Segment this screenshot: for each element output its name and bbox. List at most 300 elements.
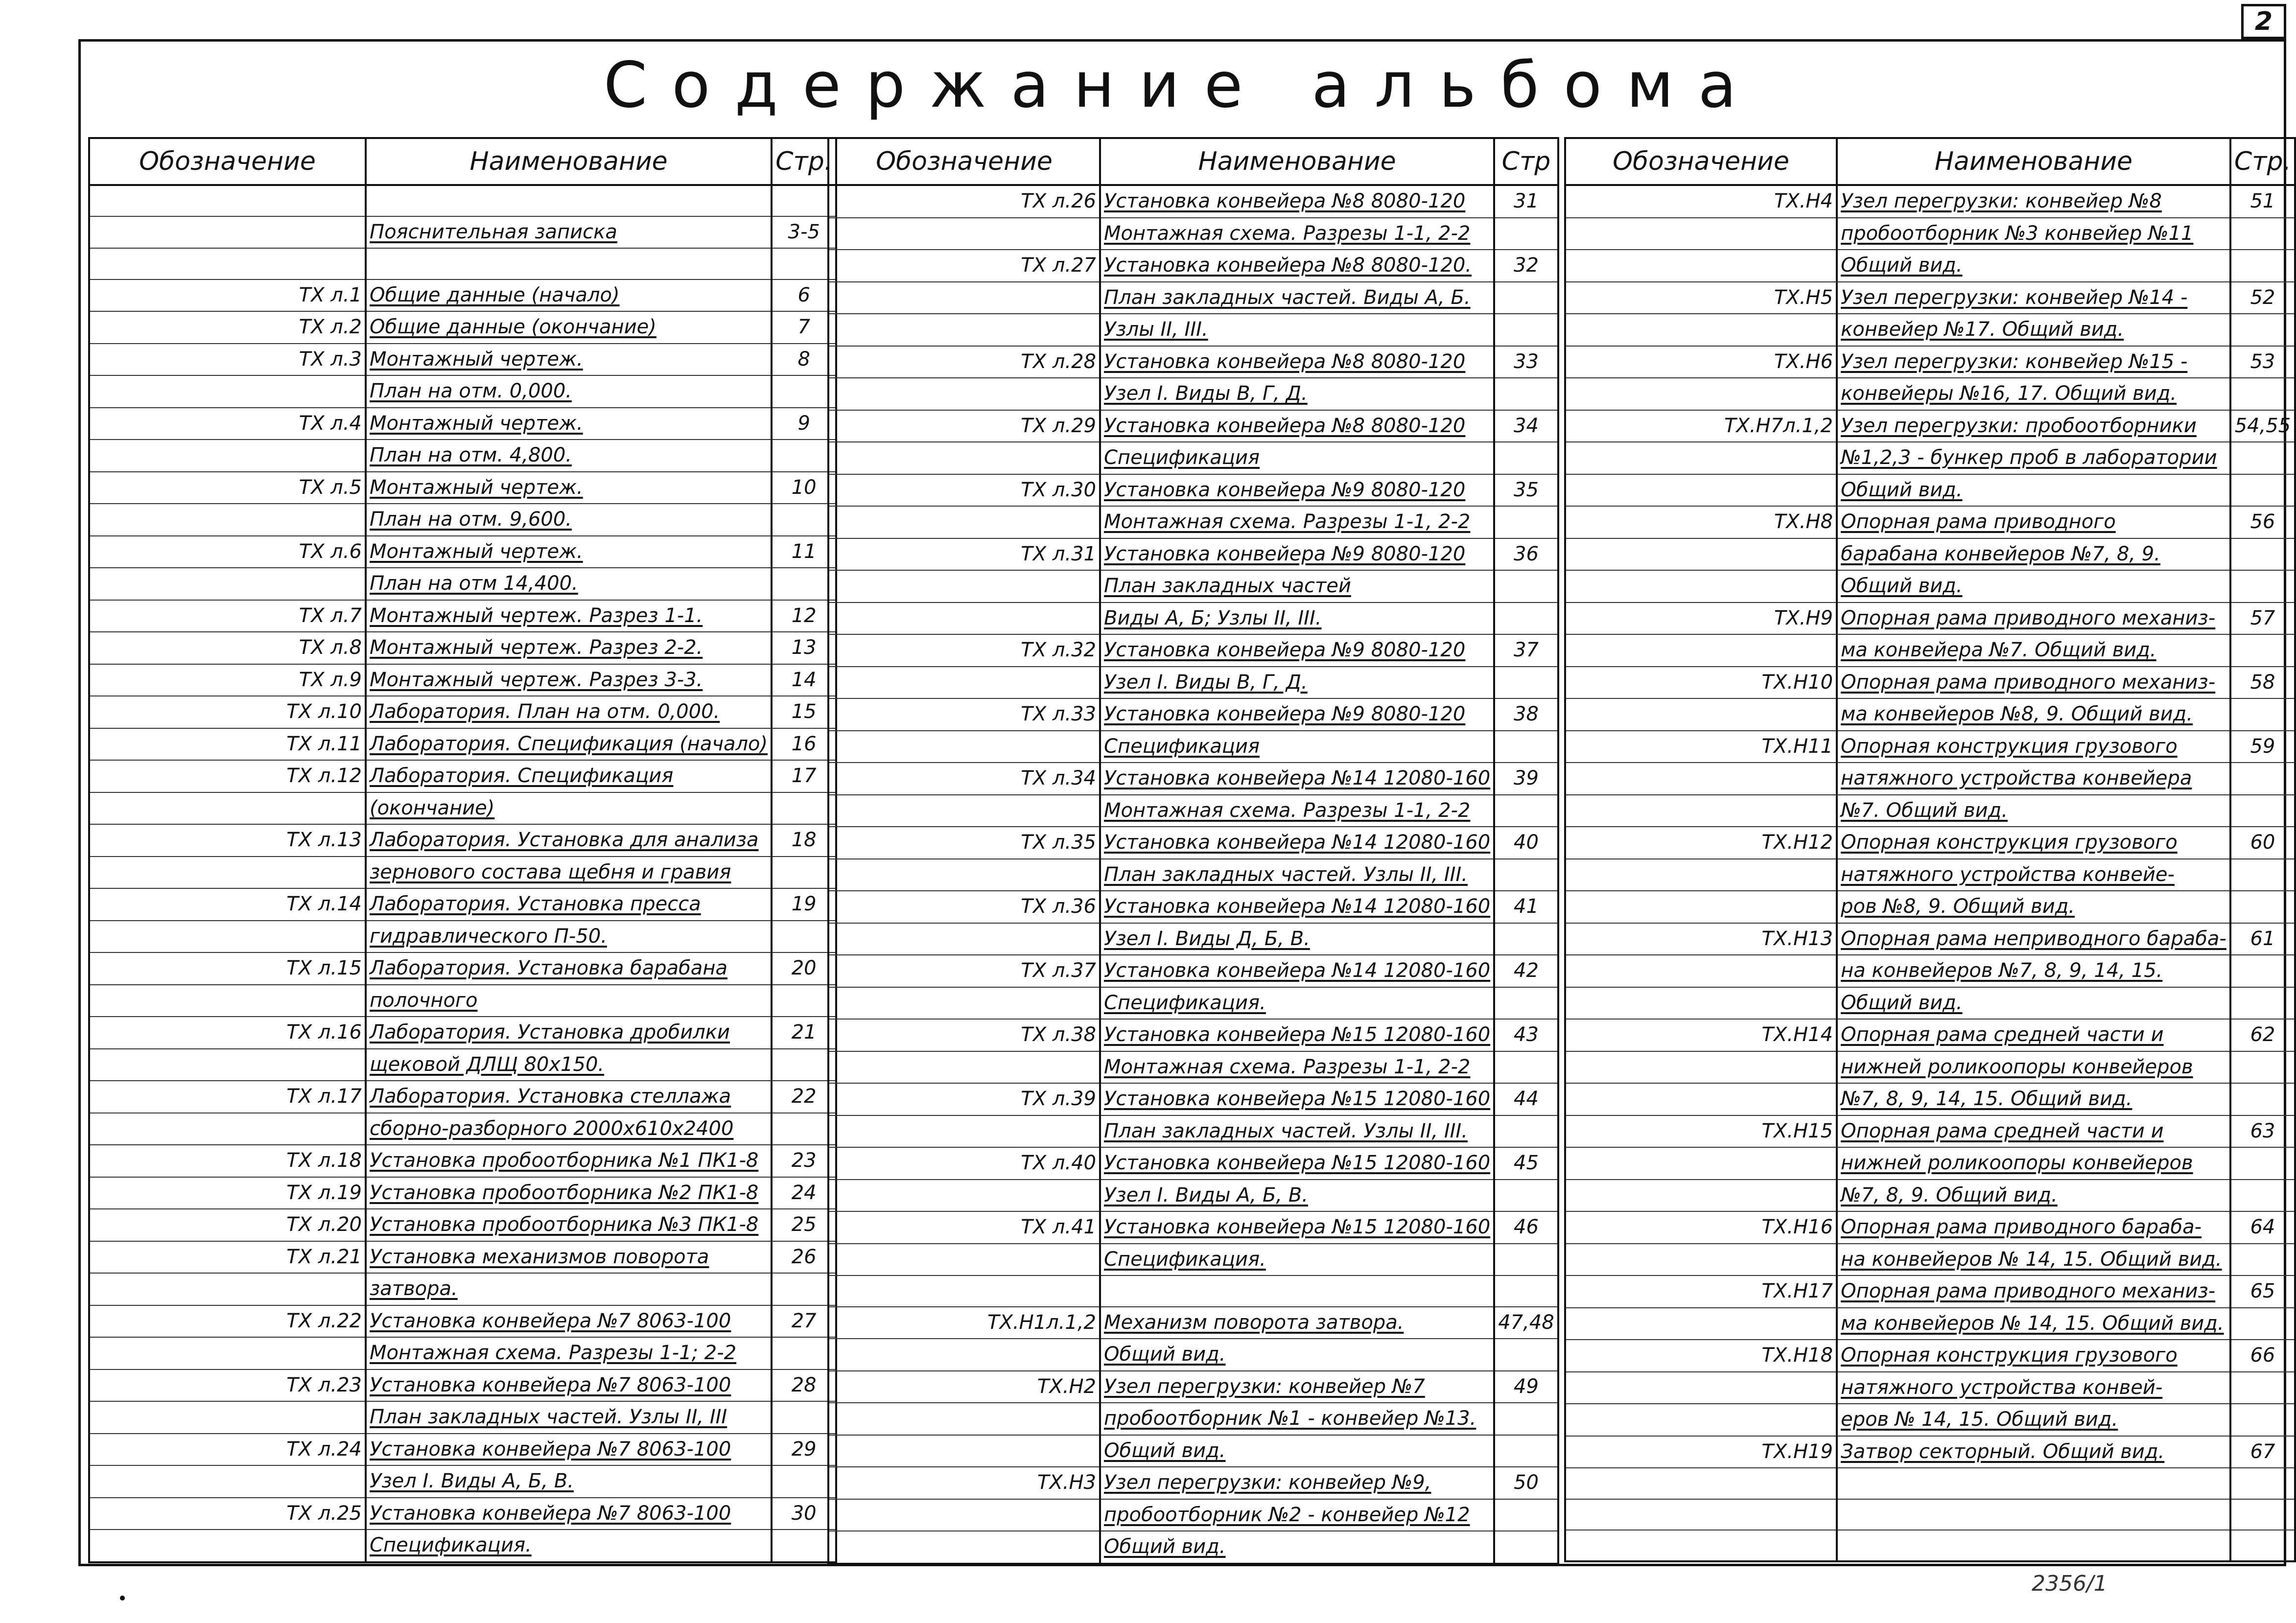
table-row xyxy=(828,1180,1558,1212)
header-code: Обозначение xyxy=(1565,138,1837,185)
row-code: ТХ.Н14 xyxy=(1565,1019,1837,1051)
table-row xyxy=(1565,1244,2295,1276)
row-code: ТХ.Н10 xyxy=(1565,667,1837,699)
table-row xyxy=(89,1177,836,1209)
row-name xyxy=(1837,1530,2230,1561)
table-row xyxy=(1565,923,2295,955)
table-row xyxy=(1565,282,2295,314)
table-row xyxy=(828,667,1558,699)
table-row xyxy=(1565,859,2295,891)
row-name: ма конвейеров №8, 9. Общий вид. xyxy=(1837,698,2230,731)
table-row xyxy=(89,792,836,825)
row-name: Опорная рама приводного механиз- xyxy=(1837,603,2230,635)
row-name: Узел перегрузки: конвейер №15 - xyxy=(1837,346,2230,378)
table-row xyxy=(89,1113,836,1145)
header-code: Обозначение xyxy=(828,138,1100,185)
table-row xyxy=(1565,1308,2295,1340)
row-code xyxy=(89,1113,366,1145)
row-page xyxy=(772,1273,836,1305)
row-code xyxy=(828,442,1100,474)
row-name: Узел I. Виды А, Б, В. xyxy=(1100,1180,1494,1212)
row-name: Общий вид. xyxy=(1100,1339,1494,1371)
table-row xyxy=(1565,987,2295,1020)
table-row xyxy=(1565,634,2295,667)
row-code xyxy=(828,1115,1100,1148)
table-row xyxy=(89,408,836,440)
table-row xyxy=(1565,1340,2295,1372)
row-code xyxy=(828,1339,1100,1371)
row-code: ТХ л.13 xyxy=(89,824,366,857)
row-code: ТХ.Н5 xyxy=(1565,282,1837,314)
table-row xyxy=(828,1211,1558,1244)
row-page: 22 xyxy=(772,1081,836,1113)
row-code xyxy=(828,1275,1100,1307)
row-page xyxy=(1494,314,1558,346)
row-name: Общий вид. xyxy=(1837,250,2230,282)
row-page: 45 xyxy=(1494,1147,1558,1180)
row-page xyxy=(1494,731,1558,763)
row-code xyxy=(1565,859,1837,891)
row-name: Общий вид. xyxy=(1837,570,2230,603)
row-name: Узел I. Виды В, Г, Д. xyxy=(1100,378,1494,410)
row-page xyxy=(2230,698,2295,731)
row-code xyxy=(828,859,1100,891)
row-page xyxy=(772,568,836,600)
row-page: 63 xyxy=(2230,1115,2295,1148)
row-name: Лаборатория. Спецификация (начало) xyxy=(366,728,772,761)
table-row xyxy=(828,1275,1558,1307)
row-name: №7. Общий вид. xyxy=(1837,795,2230,827)
row-name: Узел перегрузки: конвейер №8 xyxy=(1837,185,2230,218)
row-name: №7, 8, 9, 14, 15. Общий вид. xyxy=(1837,1083,2230,1115)
row-name xyxy=(366,248,772,279)
row-page: 62 xyxy=(2230,1019,2295,1051)
row-name: Лаборатория. План на отм. 0,000. xyxy=(366,696,772,728)
row-name: пробоотборник №3 конвейер №11 xyxy=(1837,218,2230,250)
row-page: 28 xyxy=(772,1369,836,1402)
row-name: Общий вид. xyxy=(1100,1435,1494,1467)
table-row xyxy=(1565,570,2295,603)
row-name: щековой ДЛЩ 80х150. xyxy=(366,1049,772,1081)
table-row xyxy=(89,760,836,792)
table-row xyxy=(1565,1083,2295,1115)
row-code xyxy=(828,1531,1100,1564)
table-row xyxy=(828,634,1558,667)
row-page xyxy=(772,1337,836,1369)
row-name: пробоотборник №2 - конвейер №12 xyxy=(1100,1499,1494,1531)
row-code: ТХ л.35 xyxy=(828,827,1100,859)
table-row xyxy=(828,1467,1558,1499)
table-row xyxy=(828,987,1558,1020)
table-row xyxy=(1565,1530,2295,1561)
row-page: 11 xyxy=(772,536,836,568)
table-row xyxy=(89,311,836,344)
row-page: 9 xyxy=(772,408,836,440)
row-code xyxy=(89,921,366,953)
table-row xyxy=(89,504,836,536)
row-page xyxy=(2230,570,2295,603)
row-name: Узел I. Виды В, Г, Д. xyxy=(1100,667,1494,699)
row-name: Монтажная схема. Разрезы 1-1, 2-2 xyxy=(1100,218,1494,250)
row-name: План закладных частей. Узлы II, III. xyxy=(1100,1115,1494,1148)
table-row xyxy=(89,1209,836,1241)
table-row xyxy=(1565,1275,2295,1308)
row-page xyxy=(772,857,836,889)
row-page xyxy=(2230,891,2295,923)
row-name: Общий вид. xyxy=(1837,987,2230,1020)
table-row xyxy=(828,795,1558,827)
row-code: ТХ.Н11 xyxy=(1565,731,1837,763)
table-row xyxy=(828,570,1558,603)
row-page: 21 xyxy=(772,1017,836,1049)
row-code: ТХ л.34 xyxy=(828,763,1100,795)
row-page: 33 xyxy=(1494,346,1558,378)
table-row xyxy=(1565,603,2295,635)
row-code: ТХ л.9 xyxy=(89,664,366,696)
table-row xyxy=(89,472,836,504)
table-row xyxy=(828,1051,1558,1084)
row-name: Установка конвейера №7 8063-100 xyxy=(366,1498,772,1530)
table-row xyxy=(89,1049,836,1081)
row-page xyxy=(772,504,836,536)
row-code xyxy=(89,985,366,1017)
row-code xyxy=(828,378,1100,410)
row-page xyxy=(2230,763,2295,795)
row-code: ТХ л.23 xyxy=(89,1369,366,1402)
row-name: конвейер №17. Общий вид. xyxy=(1837,314,2230,346)
row-code: ТХ.Н18 xyxy=(1565,1340,1837,1372)
row-name: на конвейеров №7, 8, 9, 14, 15. xyxy=(1837,955,2230,987)
row-code xyxy=(89,1465,366,1498)
row-code xyxy=(1565,570,1837,603)
table-row xyxy=(89,536,836,568)
table-row xyxy=(1565,1372,2295,1404)
table-row xyxy=(1565,378,2295,410)
table-row xyxy=(828,282,1558,314)
row-code: ТХ л.1 xyxy=(89,279,366,312)
row-page xyxy=(1494,795,1558,827)
row-code: ТХ л.32 xyxy=(828,634,1100,667)
row-code: ТХ л.24 xyxy=(89,1434,366,1466)
row-code: ТХ л.19 xyxy=(89,1177,366,1209)
row-name: нижней роликоопоры конвейеров xyxy=(1837,1147,2230,1180)
row-page: 51 xyxy=(2230,185,2295,218)
table-row xyxy=(89,1498,836,1530)
row-name xyxy=(366,185,772,216)
row-code: ТХ л.37 xyxy=(828,955,1100,987)
row-page: 17 xyxy=(772,760,836,792)
row-name: Лаборатория. Установка пресса xyxy=(366,888,772,921)
row-page xyxy=(772,1049,836,1081)
row-page xyxy=(2230,795,2295,827)
row-code: ТХ л.7 xyxy=(89,600,366,632)
row-name: План на отм 14,400. xyxy=(366,568,772,600)
row-code: ТХ.Н4 xyxy=(1565,185,1837,218)
row-page: 60 xyxy=(2230,827,2295,859)
row-name: Монтажный чертеж. xyxy=(366,472,772,504)
row-page: 54,55 xyxy=(2230,410,2295,442)
row-page xyxy=(1494,218,1558,250)
row-page: 47,48 xyxy=(1494,1307,1558,1339)
table-row xyxy=(1565,314,2295,346)
row-page xyxy=(2230,634,2295,667)
table-row xyxy=(1565,667,2295,699)
row-page: 39 xyxy=(1494,763,1558,795)
row-page xyxy=(2230,987,2295,1020)
row-name: Узел перегрузки: конвейер №9, xyxy=(1100,1467,1494,1499)
table-row xyxy=(89,664,836,696)
row-page: 18 xyxy=(772,824,836,857)
header-page: Стр. xyxy=(2230,138,2295,185)
row-code: ТХ л.2 xyxy=(89,311,366,344)
row-code xyxy=(89,504,366,536)
row-page xyxy=(1494,1403,1558,1435)
row-name: Спецификация. xyxy=(366,1530,772,1562)
row-code xyxy=(1565,378,1837,410)
row-page xyxy=(2230,1244,2295,1276)
row-page: 27 xyxy=(772,1305,836,1338)
table-row xyxy=(1565,442,2295,474)
row-page xyxy=(1494,923,1558,955)
row-page xyxy=(2230,1372,2295,1404)
table-row xyxy=(1565,1115,2295,1148)
row-name: План закладных частей. Узлы II, III. xyxy=(1100,859,1494,891)
row-name: пробоотборник №1 - конвейер №13. xyxy=(1100,1403,1494,1435)
row-page xyxy=(772,1401,836,1434)
row-code xyxy=(1565,795,1837,827)
header-page: Стр xyxy=(1494,138,1558,185)
row-page xyxy=(772,792,836,825)
row-page: 35 xyxy=(1494,474,1558,507)
row-page: 58 xyxy=(2230,667,2295,699)
row-code: ТХ л.20 xyxy=(89,1209,366,1241)
row-page xyxy=(1494,1115,1558,1148)
table-row xyxy=(89,728,836,761)
table-row xyxy=(89,1241,836,1274)
row-name: План закладных частей. Виды А, Б. xyxy=(1100,282,1494,314)
table-row xyxy=(828,506,1558,538)
row-name: Установка конвейера №15 12080-160 xyxy=(1100,1211,1494,1244)
row-page: 10 xyxy=(772,472,836,504)
row-name: Опорная конструкция грузового xyxy=(1837,731,2230,763)
row-code xyxy=(828,506,1100,538)
row-code xyxy=(1565,763,1837,795)
row-name: нижней роликоопоры конвейеров xyxy=(1837,1051,2230,1084)
row-page xyxy=(772,185,836,216)
sheet-number: 2 xyxy=(2241,4,2286,39)
row-name: Опорная рама средней части и xyxy=(1837,1115,2230,1148)
row-name: Опорная конструкция грузового xyxy=(1837,1340,2230,1372)
row-page xyxy=(2230,250,2295,282)
table-row xyxy=(828,474,1558,507)
row-code xyxy=(89,375,366,408)
row-page: 46 xyxy=(1494,1211,1558,1244)
row-code: ТХ л.14 xyxy=(89,888,366,921)
row-code: ТХ л.36 xyxy=(828,891,1100,923)
row-name: №7, 8, 9. Общий вид. xyxy=(1837,1180,2230,1212)
table-row xyxy=(89,1337,836,1369)
row-name: гидравлического П-50. xyxy=(366,921,772,953)
table-row xyxy=(828,346,1558,378)
table-row xyxy=(828,250,1558,282)
row-page xyxy=(2230,1051,2295,1084)
row-code: ТХ л.40 xyxy=(828,1147,1100,1180)
row-page xyxy=(2230,474,2295,507)
row-page: 32 xyxy=(1494,250,1558,282)
row-name: План закладных частей xyxy=(1100,570,1494,603)
row-name: Установка конвейера №14 12080-160 xyxy=(1100,955,1494,987)
table-row xyxy=(1565,1180,2295,1212)
row-page xyxy=(1494,1244,1558,1276)
row-name: зернового состава щебня и гравия xyxy=(366,857,772,889)
row-name: Монтажная схема. Разрезы 1-1; 2-2 xyxy=(366,1337,772,1369)
row-name: Установка конвейера №14 12080-160 xyxy=(1100,891,1494,923)
row-code xyxy=(1565,218,1837,250)
table-row xyxy=(1565,506,2295,538)
table-row xyxy=(828,827,1558,859)
row-code: ТХ л.39 xyxy=(828,1083,1100,1115)
row-code: ТХ л.11 xyxy=(89,728,366,761)
row-name: Монтажный чертеж. xyxy=(366,536,772,568)
row-code xyxy=(89,792,366,825)
header-name: Наименование xyxy=(1837,138,2230,185)
row-page xyxy=(2230,1083,2295,1115)
table-row xyxy=(828,378,1558,410)
row-code xyxy=(1565,1244,1837,1276)
row-page: 53 xyxy=(2230,346,2295,378)
row-code: ТХ л.41 xyxy=(828,1211,1100,1244)
table-row xyxy=(89,952,836,985)
row-page xyxy=(772,440,836,472)
row-name: План на отм. 0,000. xyxy=(366,375,772,408)
row-page: 12 xyxy=(772,600,836,632)
table-row xyxy=(828,1115,1558,1148)
row-code xyxy=(828,795,1100,827)
table-row xyxy=(1565,1404,2295,1436)
row-page xyxy=(1494,1051,1558,1084)
row-page: 43 xyxy=(1494,1019,1558,1051)
row-code xyxy=(89,185,366,216)
row-page xyxy=(1494,1531,1558,1564)
table-row xyxy=(89,1434,836,1466)
row-code: ТХ л.17 xyxy=(89,1081,366,1113)
table-row xyxy=(1565,1436,2295,1468)
row-page: 41 xyxy=(1494,891,1558,923)
table-row xyxy=(1565,827,2295,859)
row-name: Установка пробоотборника №3 ПК1-8 xyxy=(366,1209,772,1241)
row-code xyxy=(828,282,1100,314)
table-row xyxy=(828,763,1558,795)
table-row xyxy=(828,1435,1558,1467)
row-code: ТХ л.6 xyxy=(89,536,366,568)
row-code: ТХ л.5 xyxy=(89,472,366,504)
row-code: ТХ.Н9 xyxy=(1565,603,1837,635)
row-name: (окончание) xyxy=(366,792,772,825)
row-page: 61 xyxy=(2230,923,2295,955)
row-name: барабана конвейеров №7, 8, 9. xyxy=(1837,538,2230,571)
row-name: Монтажная схема. Разрезы 1-1, 2-2 xyxy=(1100,1051,1494,1084)
row-name: Монтажный чертеж. Разрез 1-1. xyxy=(366,600,772,632)
table-row xyxy=(89,1530,836,1562)
table-row xyxy=(89,375,836,408)
table-row xyxy=(828,442,1558,474)
row-page: 40 xyxy=(1494,827,1558,859)
row-code: ТХ.Н12 xyxy=(1565,827,1837,859)
row-name: еров № 14, 15. Общий вид. xyxy=(1837,1404,2230,1436)
row-code: ТХ л.30 xyxy=(828,474,1100,507)
row-code xyxy=(828,1403,1100,1435)
row-page xyxy=(772,1465,836,1498)
table-row xyxy=(89,568,836,600)
header-name: Наименование xyxy=(366,138,772,185)
table-row xyxy=(1565,731,2295,763)
row-code xyxy=(1565,1404,1837,1436)
row-name: Общий вид. xyxy=(1100,1531,1494,1564)
row-name: Установка конвейера №9 8080-120 xyxy=(1100,474,1494,507)
row-code xyxy=(1565,1499,1837,1530)
table-row xyxy=(1565,763,2295,795)
row-page xyxy=(1494,570,1558,603)
row-page: 31 xyxy=(1494,185,1558,218)
row-page: 49 xyxy=(1494,1371,1558,1403)
table-row xyxy=(89,216,836,249)
row-code xyxy=(89,1530,366,1562)
row-page xyxy=(2230,538,2295,571)
row-page: 42 xyxy=(1494,955,1558,987)
table-row xyxy=(1565,795,2295,827)
row-code xyxy=(89,440,366,472)
row-name: Установка конвейера №9 8080-120 xyxy=(1100,698,1494,731)
row-page: 16 xyxy=(772,728,836,761)
row-code xyxy=(89,1337,366,1369)
table-row xyxy=(828,1499,1558,1531)
table-row xyxy=(828,410,1558,442)
row-code: ТХ л.31 xyxy=(828,538,1100,571)
row-code: ТХ л.4 xyxy=(89,408,366,440)
row-code xyxy=(828,218,1100,250)
row-page xyxy=(2230,314,2295,346)
row-name: Спецификация. xyxy=(1100,1244,1494,1276)
header-name: Наименование xyxy=(1100,138,1494,185)
row-page xyxy=(2230,1180,2295,1212)
table-row xyxy=(1565,1468,2295,1499)
row-page xyxy=(772,375,836,408)
row-name: Общие данные (окончание) xyxy=(366,311,772,344)
row-name: конвейеры №16, 17. Общий вид. xyxy=(1837,378,2230,410)
row-page xyxy=(1494,1275,1558,1307)
row-page xyxy=(1494,442,1558,474)
row-name: Опорная рама неприводного бараба- xyxy=(1837,923,2230,955)
row-page: 37 xyxy=(1494,634,1558,667)
row-page: 34 xyxy=(1494,410,1558,442)
row-page xyxy=(772,1530,836,1562)
row-name: сборно-разборного 2000х610х2400 xyxy=(366,1113,772,1145)
table-row xyxy=(89,344,836,376)
table-row xyxy=(828,185,1558,218)
row-code xyxy=(1565,634,1837,667)
table-row xyxy=(1565,185,2295,218)
row-name: Опорная рама приводного механиз- xyxy=(1837,1275,2230,1308)
row-code: ТХ л.33 xyxy=(828,698,1100,731)
row-page: 67 xyxy=(2230,1436,2295,1468)
table-row xyxy=(89,696,836,728)
row-page xyxy=(772,921,836,953)
row-page xyxy=(1494,506,1558,538)
row-page: 7 xyxy=(772,311,836,344)
album-title: Содержание альбома xyxy=(603,49,1761,122)
contents-table-2 xyxy=(827,137,1559,1565)
row-code xyxy=(89,568,366,600)
